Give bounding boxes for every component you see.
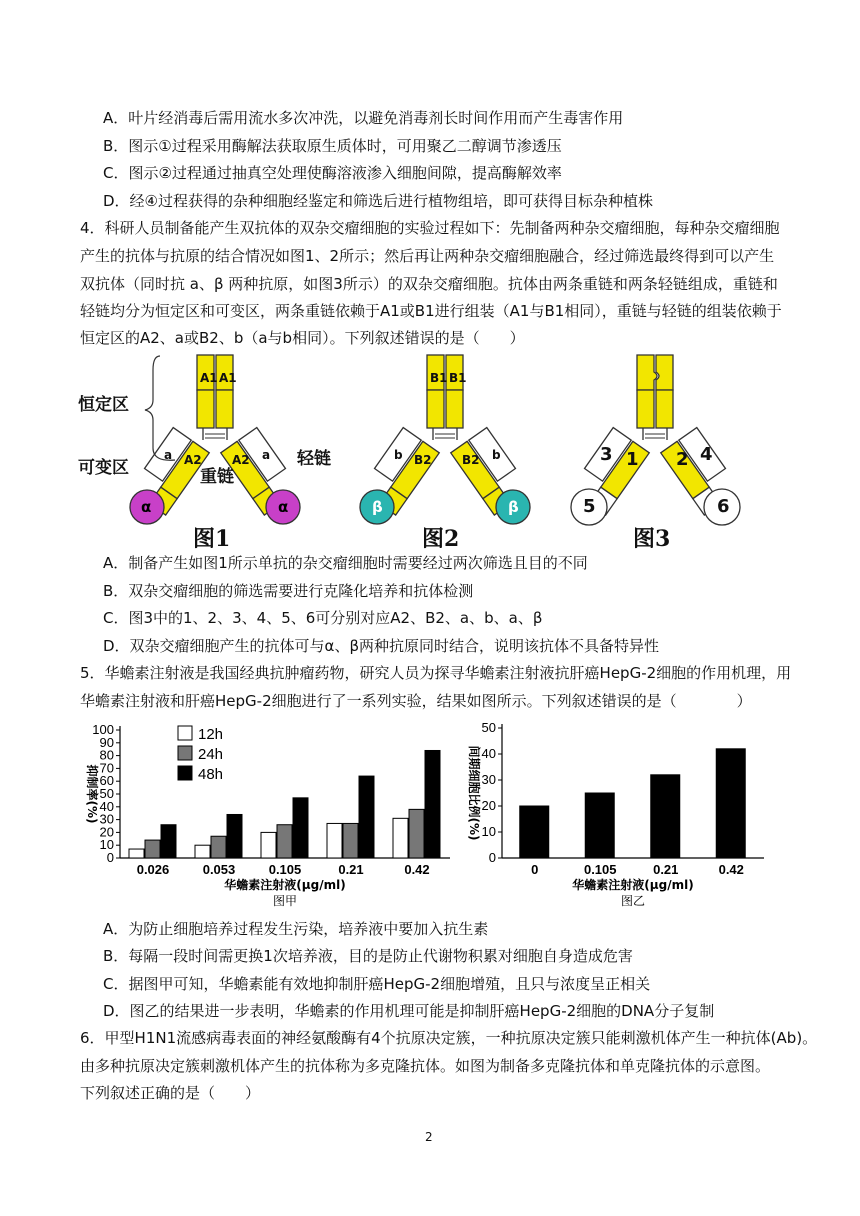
fig2-top-left: B1	[430, 371, 448, 385]
fig2-antigen-left: β	[372, 498, 383, 516]
x-tick-label: 0.42	[404, 862, 430, 877]
y-tick-label: 10	[481, 824, 496, 839]
figure-2-caption: 图2	[422, 526, 460, 552]
q6-stem-line: 由多种抗原决定簇刺激机体产生的抗体称为多克隆抗体。如图为制备多克隆抗体和单克隆抗体的示意图。	[80, 1057, 771, 1075]
x-axis-label: 华蟾素注射液(μg/ml)	[572, 878, 694, 892]
y-tick-label: 20	[99, 824, 114, 840]
bar	[327, 823, 342, 858]
q4-stem-line: 轻链均分为恒定区和可变区，两条重链依赖于A1或B1进行组装（A1与B1相同），重链与轻链的组装依赖于	[80, 302, 782, 320]
fig3-number-6: 6	[717, 496, 730, 517]
legend-label: 24h	[198, 746, 224, 763]
y-tick-label: 50	[481, 720, 496, 735]
fig1-heavy-right: A2	[232, 453, 250, 467]
fig2-light-right: b	[492, 448, 501, 462]
x-tick-label: 0.21	[653, 862, 679, 877]
bar	[425, 750, 440, 858]
fig2-top-right: B1	[449, 371, 467, 385]
q4-stem-line: 产生的抗体与抗原的结合情况如图1、2所示；然后再让两种杂交瘤细胞融合，经过筛选最终得到可以产生	[80, 247, 775, 265]
q4-option-d: D．双杂交瘤细胞产生的抗体可与α、β两种抗原同时结合，说明该抗体不具备特异性	[103, 637, 660, 655]
y-tick-label: 80	[99, 747, 114, 763]
y-tick-label: 50	[99, 786, 114, 801]
bar	[409, 809, 424, 858]
q4-option-c: C．图3中的1、2、3、4、5、6可分别对应A2、B2、a、b、a、β	[103, 609, 543, 627]
figure-1-caption: 图1	[193, 526, 231, 552]
q4-stem-line: 恒定区的A2、a或B2、b（a与b相同）。下列叙述错误的是（ ）	[80, 329, 525, 347]
y-tick-label: 60	[99, 773, 114, 789]
q5-option-c: C．据图甲可知，华蟾素能有效地抑制肝癌HepG-2细胞增殖，且只与浓度呈正相关	[103, 975, 651, 993]
fig3-number-1: 1	[626, 449, 639, 470]
y-tick-label: 30	[99, 811, 114, 827]
x-tick-label: 0.21	[338, 862, 364, 877]
bar	[393, 818, 408, 858]
q5-stem-line: 华蟾素注射液和肝癌HepG-2细胞进行了一系列实验，结果如图所示。下列叙述错误的是（ ）	[80, 692, 752, 710]
bar	[211, 836, 226, 858]
fig1-top-left: A1	[200, 371, 218, 385]
fig1-antigen-left: α	[141, 498, 152, 516]
label-variable-region: 可变区	[78, 458, 129, 478]
y-tick-label: 100	[92, 722, 114, 737]
chart-inhibition-rate	[80, 718, 460, 910]
bar	[585, 793, 614, 858]
page-number: 2	[425, 1130, 433, 1144]
bar	[227, 814, 242, 858]
fig2-heavy-left: B2	[414, 453, 432, 467]
legend-swatch	[178, 766, 192, 780]
bar	[293, 798, 308, 858]
x-axis-label: 华蟾素注射液(μg/ml)	[224, 878, 346, 892]
bar	[195, 845, 210, 858]
q3-option-d: D．经④过程获得的杂种细胞经鉴定和筛选后进行植物组培，即可获得目标杂种植株	[103, 192, 654, 210]
fig3-number-5: 5	[583, 496, 596, 517]
q4-option-a: A．制备产生如图1所示单抗的杂交瘤细胞时需要经过两次筛选且目的不同	[103, 554, 588, 572]
legend-swatch	[178, 746, 192, 760]
label-heavy-chain: 重链	[200, 467, 234, 487]
x-tick-label: 0	[531, 862, 539, 877]
bar	[161, 825, 176, 858]
x-tick-label: 0.105	[583, 862, 617, 877]
q3-option-a: A．叶片经消毒后需用流水多次冲洗，以避免消毒剂长时间作用而产生毒害作用	[103, 109, 624, 127]
bar	[651, 775, 680, 858]
q3-option-b: B．图示①过程采用酶解法获取原生质体时，可用聚乙二醇调节渗透压	[103, 137, 562, 155]
fig2-heavy-right: B2	[462, 453, 480, 467]
bar	[359, 776, 374, 858]
fig1-light-left: a	[164, 448, 173, 462]
y-axis-label: 间期细胞比例(%)	[467, 745, 481, 841]
bar	[520, 806, 549, 858]
fig1-light-right: a	[262, 448, 271, 462]
x-tick-label: 0.42	[718, 862, 744, 877]
legend-swatch	[178, 726, 192, 740]
fig3-number-4: 4	[700, 444, 713, 465]
q5-option-d: D．图乙的结果进一步表明，华蟾素的作用机理可能是抑制肝癌HepG-2细胞的DNA分子复制	[103, 1002, 715, 1020]
y-tick-label: 0	[106, 850, 114, 865]
legend-label: 48h	[198, 766, 224, 783]
chart-interphase-ratio	[462, 718, 782, 910]
fig3-number-3: 3	[600, 444, 613, 465]
x-tick-label: 0.026	[136, 862, 170, 877]
y-tick-label: 40	[99, 798, 114, 814]
fig2-light-left: b	[394, 448, 403, 462]
y-tick-label: 90	[99, 734, 114, 750]
fig3-number-2: 2	[676, 449, 689, 470]
x-tick-label: 0.105	[268, 862, 302, 877]
label-light-chain: 轻链	[297, 449, 331, 469]
bar	[261, 832, 276, 858]
bar	[716, 749, 745, 858]
q5-stem-line: 5．华蟾素注射液是我国经典抗肿瘤药物，研究人员为探寻华蟾素注射液抗肝癌HepG-2细胞的作用机理，用	[80, 664, 792, 682]
q4-stem-line: 双抗体（同时抗 a、β 两种抗原，如图3所示）的双杂交瘤细胞。抗体由两条重链和两条轻链组成，重链和	[80, 275, 778, 293]
y-axis-label: 抑制率(%)	[85, 764, 99, 824]
chart-title: 图甲	[272, 894, 298, 908]
y-tick-label: 30	[481, 772, 496, 787]
q6-stem-line: 6．甲型H1N1流感病毒表面的神经氨酸酶有4个抗原决定簇，一种抗原决定簇只能刺激机体产生一种抗体(Ab)。	[80, 1029, 818, 1047]
y-tick-label: 20	[481, 798, 496, 813]
q4-stem-line: 4．科研人员制备能产生双抗体的双杂交瘤细胞的实验过程如下：先制备两种杂交瘤细胞，每种杂交瘤细胞	[80, 219, 780, 237]
fig1-antigen-right: α	[278, 498, 289, 516]
y-tick-label: 40	[481, 746, 496, 761]
y-tick-label: 70	[99, 760, 114, 776]
fig1-heavy-left: A2	[184, 453, 202, 467]
bar	[129, 849, 144, 858]
bar	[145, 840, 160, 858]
fig1-top-right: A1	[219, 371, 237, 385]
q6-stem-line: 下列叙述正确的是（ ）	[80, 1084, 261, 1102]
q3-option-c: C．图示②过程通过抽真空处理使酶溶液渗入细胞间隙，提高酶解效率	[103, 164, 562, 182]
figure-3-caption: 图3	[633, 526, 671, 552]
q4-option-b: B．双杂交瘤细胞的筛选需要进行克隆化培养和抗体检测	[103, 582, 474, 600]
legend-label: 12h	[198, 726, 224, 743]
fig2-antigen-right: β	[508, 498, 519, 516]
bar	[277, 825, 292, 858]
y-tick-label: 10	[99, 837, 114, 853]
chart-title: 图乙	[620, 894, 646, 908]
q5-option-b: B．每隔一段时间需更换1次培养液，目的是防止代谢物积累对细胞自身造成危害	[103, 947, 633, 965]
x-tick-label: 0.053	[202, 862, 236, 877]
y-tick-label: 0	[488, 850, 496, 865]
label-constant-region: 恒定区	[78, 395, 129, 415]
q5-option-a: A．为防止细胞培养过程发生污染，培养液中要加入抗生素	[103, 920, 489, 938]
bar	[343, 823, 358, 858]
